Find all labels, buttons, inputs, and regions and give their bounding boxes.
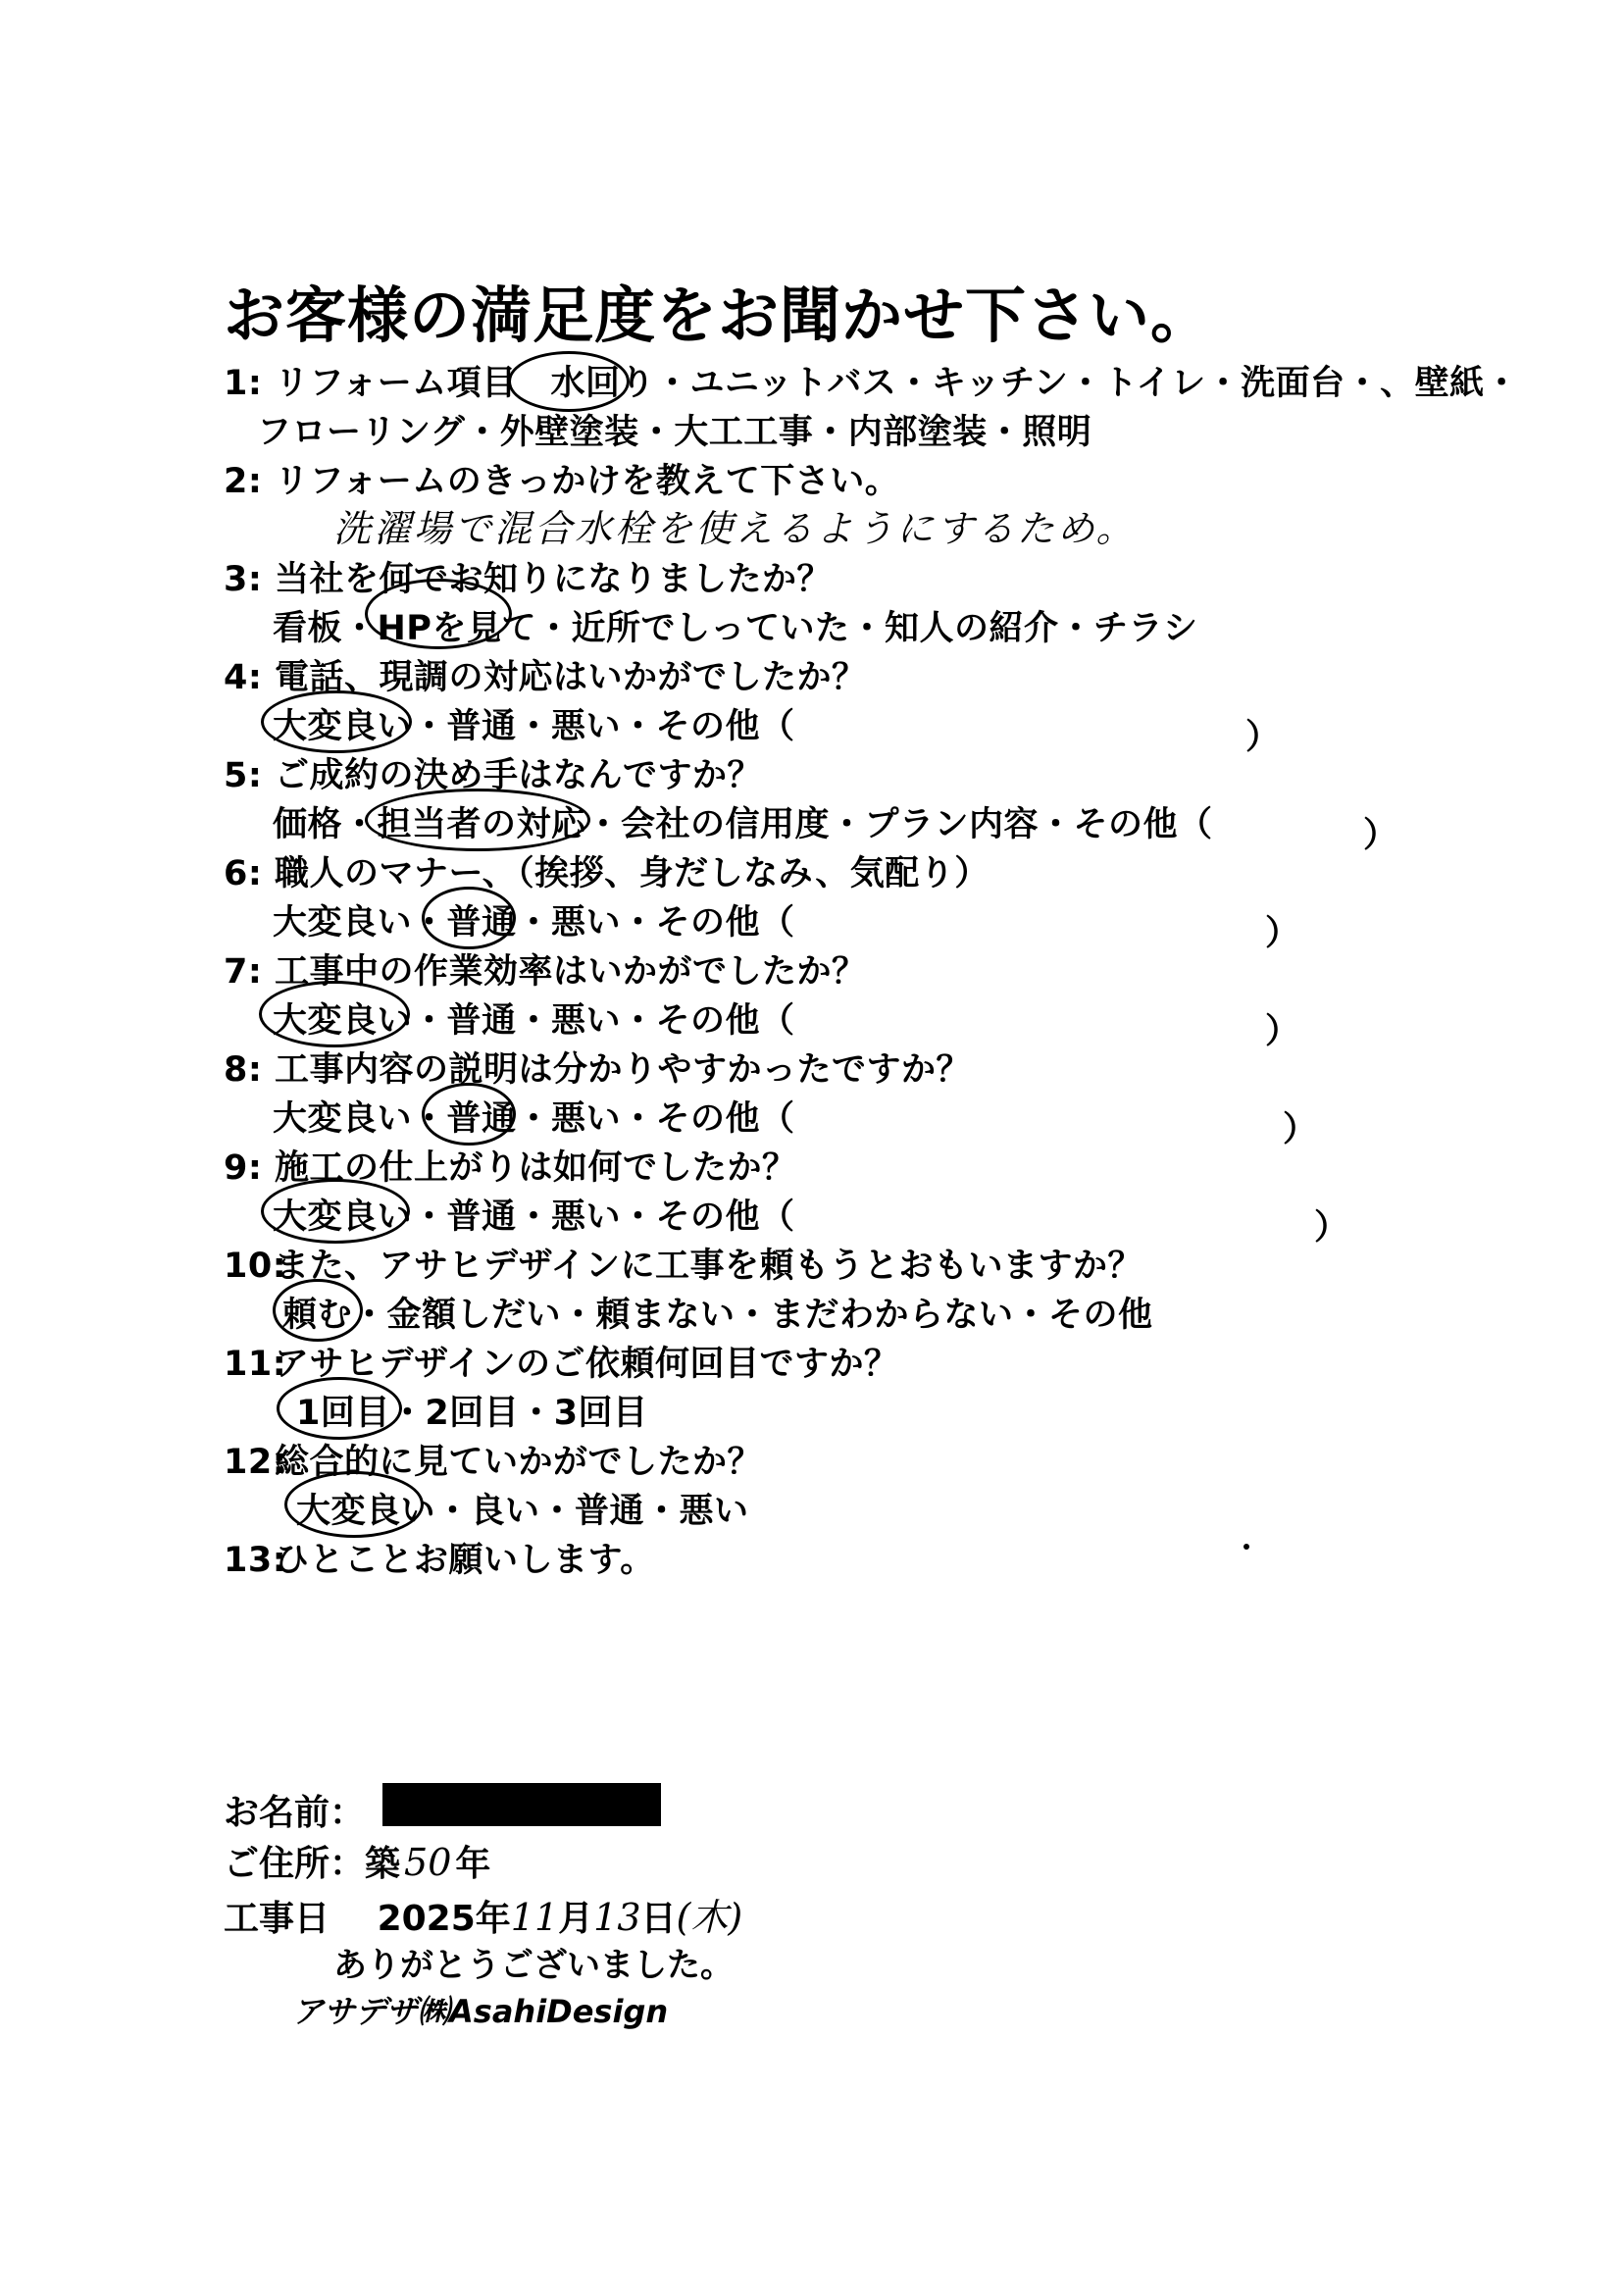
question-2 <box>224 462 900 501</box>
question-number: 7: <box>224 952 263 992</box>
question-number: 3: <box>224 560 263 599</box>
question-number: 1: <box>224 364 263 403</box>
question-text: 当社を何でお知りになりましたか？ <box>275 560 833 599</box>
question-number: 8: <box>224 1050 263 1090</box>
date-weekday: (木) <box>676 1896 743 1939</box>
question-number: 13: <box>224 1541 287 1580</box>
address-line <box>224 1836 490 1886</box>
day-suffix: 日 <box>640 1899 677 1939</box>
question-9 <box>224 1148 797 1188</box>
question-3 <box>224 560 833 599</box>
question-text: アサヒデザインのご依頼何回目ですか？ <box>275 1345 899 1384</box>
question-text: 工事中の作業効率はいかがでしたか？ <box>275 952 867 992</box>
question-text: ご成約の決め手はなんですか？ <box>275 756 763 795</box>
question-number: 9: <box>224 1148 263 1188</box>
question-number: 11: <box>224 1345 287 1384</box>
question-3-options: 看板・HPを見て・近所でしっていた・知人の紹介・チラシ <box>273 609 1198 648</box>
question-text: リフォーム項目 <box>275 364 517 403</box>
question-1 <box>224 364 1520 403</box>
date-year: 2025年 <box>377 1899 511 1939</box>
question-text: リフォームのきっかけを教えて下さい。 <box>275 462 900 501</box>
question-text: 職人のマナー、（挨拶、身だしなみ、気配り） <box>275 854 990 893</box>
question-number: 2: <box>224 462 263 501</box>
name-label: お名前： <box>224 1793 366 1833</box>
address-handwritten: 50 <box>404 1841 452 1884</box>
address-label: ご住所：築 <box>224 1844 401 1884</box>
redacted-name <box>382 1783 661 1826</box>
question-6 <box>224 854 990 893</box>
question-text: 工事内容の説明は分かりやすかったですか？ <box>275 1050 972 1090</box>
close-paren: ） <box>1245 718 1281 757</box>
question-text: ひとことお願いします。 <box>275 1541 655 1580</box>
question-text: 総合的に見ていかがでしたか？ <box>275 1443 763 1482</box>
question-11 <box>224 1345 899 1384</box>
question-number: 6: <box>224 854 263 893</box>
question-number: 4: <box>224 658 263 697</box>
page-title: お客様の満足度をお聞かせ下さい。 <box>224 280 1213 351</box>
question-10-options: 頼む・金額しだい・頼まない・まだわからない・その他 <box>282 1296 1153 1335</box>
close-paren: ） <box>1363 816 1398 855</box>
question-4 <box>224 658 867 697</box>
date-label: 工事日 <box>224 1899 330 1939</box>
question-13 <box>224 1541 655 1580</box>
question-12-options: 大変良い・良い・普通・悪い <box>296 1492 749 1531</box>
question-number: 12: <box>224 1443 287 1482</box>
close-paren: ） <box>1314 1208 1349 1248</box>
handwritten-answer: 洗濯場で混合水栓を使えるようにするため。 <box>333 507 1137 550</box>
question-7 <box>224 952 867 992</box>
question-text: 施工の仕上がりは如何でしたか？ <box>275 1148 797 1188</box>
question-1-options-line2: フローリング・外壁塗装・大工工事・内部塗装・照明 <box>257 413 1092 452</box>
question-number: 5: <box>224 756 263 795</box>
question-4-options: 大変良い・普通・悪い・その他（ <box>273 707 795 746</box>
question-9-options: 大変良い・普通・悪い・その他（ <box>273 1197 795 1237</box>
date-month: 11 <box>510 1896 559 1939</box>
question-10 <box>224 1249 1142 1284</box>
question-options: 水回り・ユニットバス・キッチン・トイレ・洗面台・、壁紙・ <box>550 364 1520 403</box>
month-suffix: 月 <box>558 1899 594 1939</box>
question-8 <box>224 1050 972 1090</box>
address-suffix: 年 <box>455 1844 491 1884</box>
question-8-options: 大変良い・普通・悪い・その他（ <box>273 1099 795 1139</box>
question-text: また、アサヒデザインに工事を頼もうとおもいますか？ <box>275 1247 1143 1286</box>
close-paren: ） <box>1283 1110 1318 1149</box>
company-name: アサデザ㈱AsahiDesign <box>292 1993 669 2030</box>
question-5 <box>224 756 763 795</box>
question-text: 電話、現調の対応はいかがでしたか？ <box>275 658 867 697</box>
question-11-options: 1回目・2回目・3回目 <box>296 1394 648 1433</box>
question-5-options: 価格・担当者の対応・会社の信用度・プラン内容・その他（ <box>273 805 1213 844</box>
thanks-text: ありがとうございました。 <box>333 1946 734 1985</box>
question-12 <box>224 1443 763 1482</box>
date-line <box>224 1887 742 1941</box>
close-paren: ） <box>1265 914 1300 953</box>
question-6-options: 大変良い・普通・悪い・その他（ <box>273 903 795 943</box>
question-number: 10: <box>224 1247 287 1286</box>
date-day: 13 <box>593 1896 641 1939</box>
question-7-options: 大変良い・普通・悪い・その他（ <box>273 1001 795 1041</box>
close-paren: ） <box>1265 1012 1300 1051</box>
stray-dot <box>1243 1544 1249 1550</box>
